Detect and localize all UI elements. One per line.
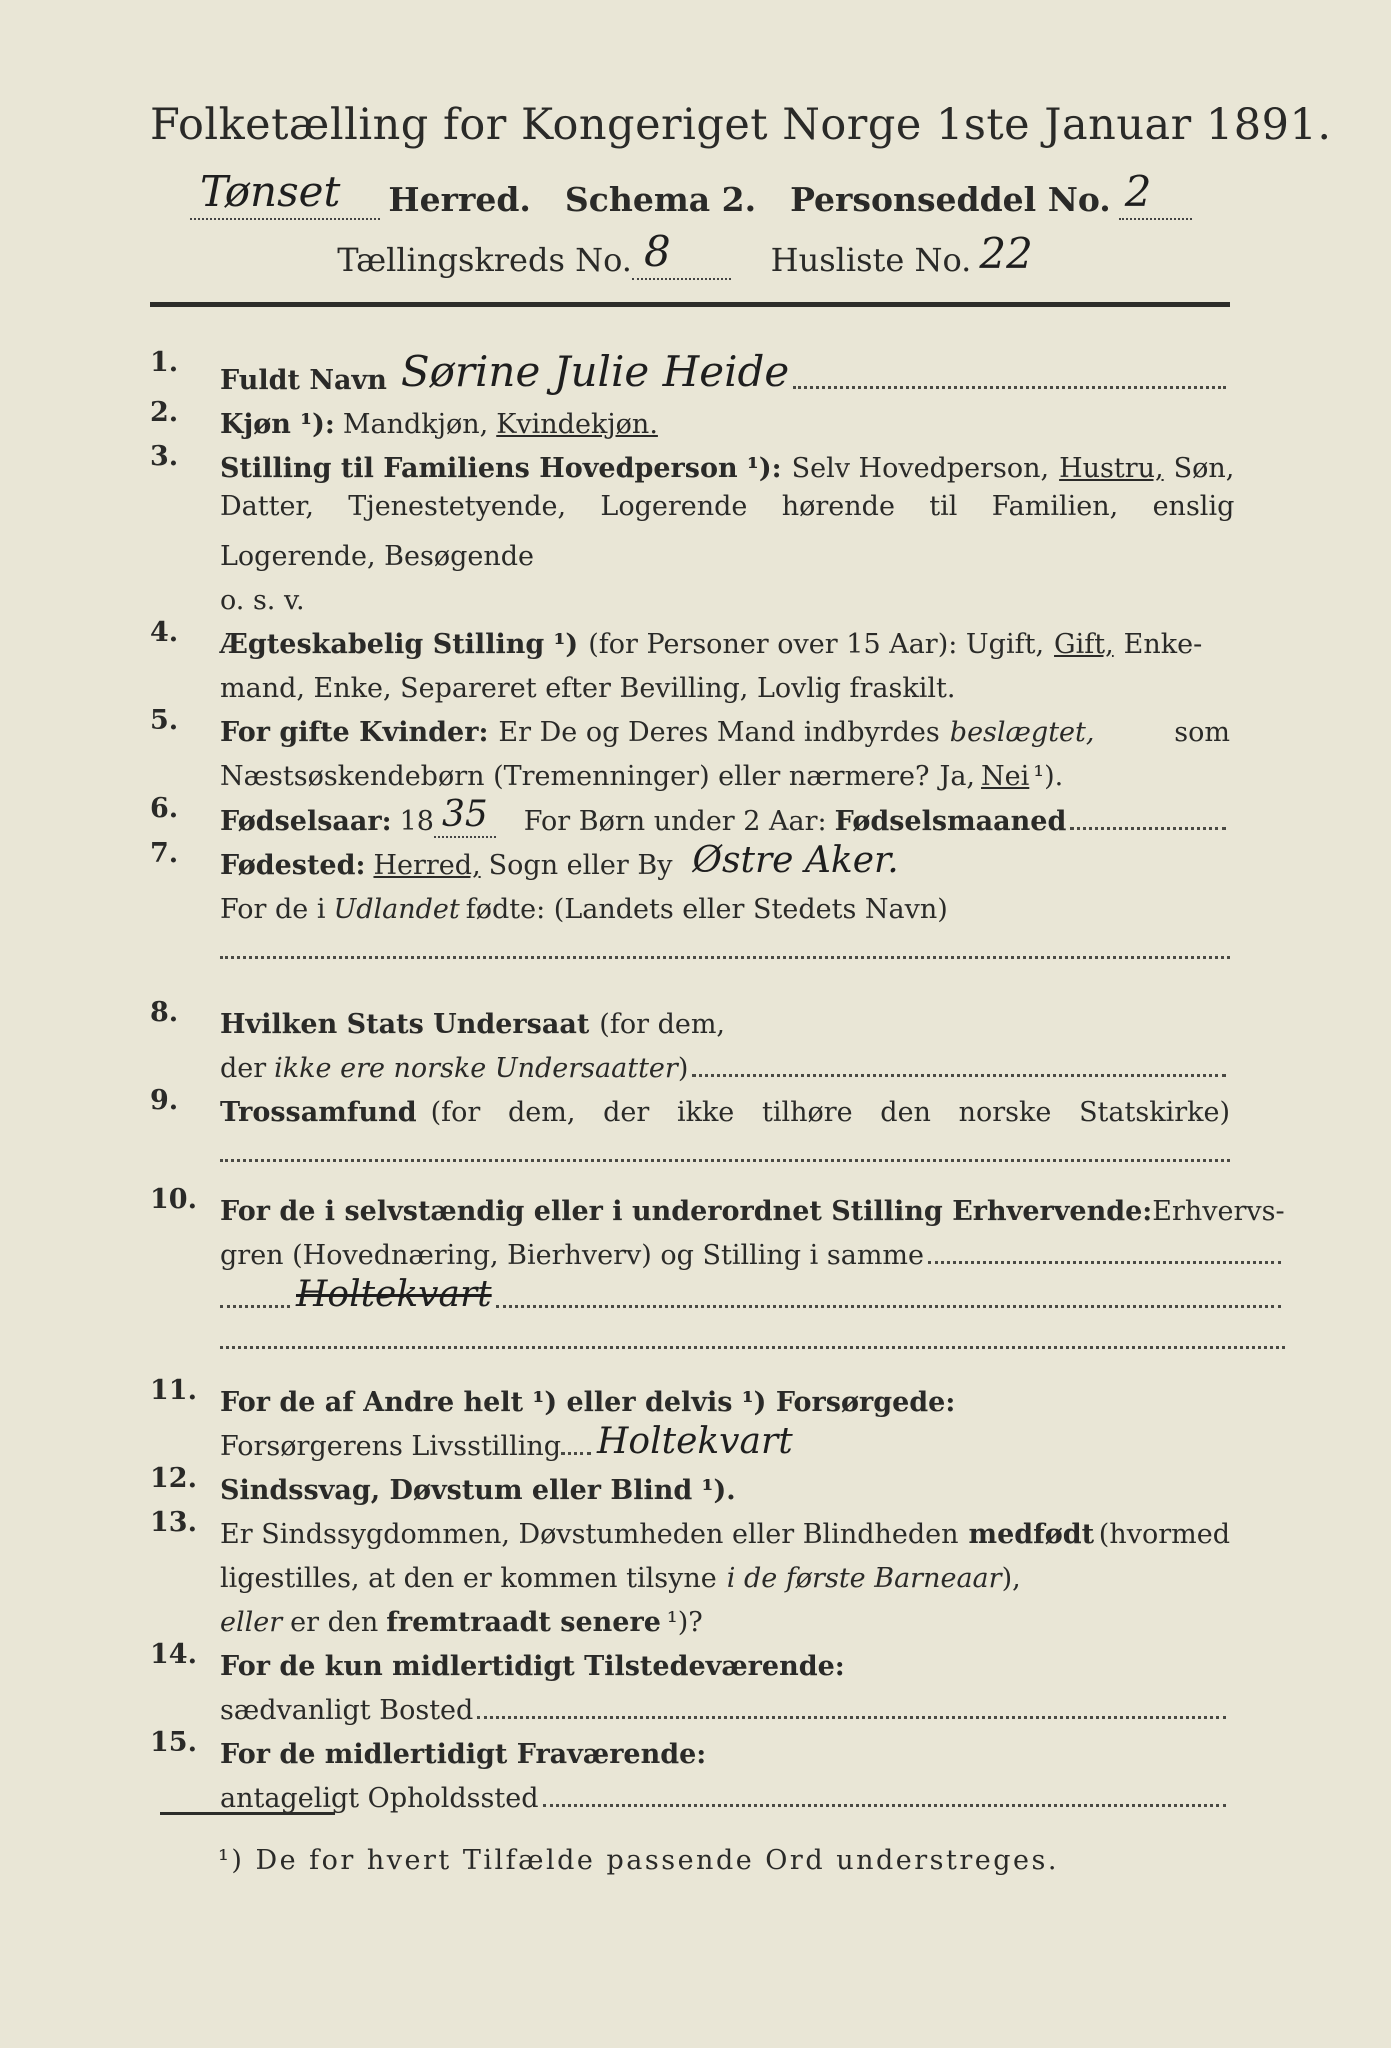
q8-line1: (for dem, (599, 1008, 726, 1040)
question-12 (150, 1463, 1230, 1507)
q6-answer: 35 (434, 793, 496, 838)
q2-number: 2. (150, 396, 179, 428)
question-13 (150, 1507, 1230, 1639)
q13-line2b: ), (1001, 1562, 1021, 1594)
q8-number: 8. (150, 997, 179, 1029)
q3-selected: Hustru, (1059, 452, 1164, 484)
question-5 (150, 705, 1230, 793)
q14-label: For de kun midlertidigt Tilstedeværende: (220, 1650, 845, 1682)
q3-line4: o. s. v. (220, 584, 305, 616)
header-line-2 (150, 220, 1230, 280)
q5-label: For gifte Kvinder: (220, 716, 489, 748)
question-2 (150, 397, 1230, 441)
husliste-label: Husliste No. (770, 241, 972, 280)
q4-number: 4. (150, 616, 179, 648)
header-line-1 (150, 164, 1230, 220)
q1-number: 1. (150, 346, 179, 378)
question-9 (150, 1085, 1230, 1162)
q7-selected: Herred, (373, 849, 481, 881)
q10-label: For de i selvstændig eller i underordnet Stilling Erhvervende: (220, 1195, 1153, 1227)
q10-line2: gren (Hovednæring, Bierhverv) og Stilling i samme (220, 1239, 925, 1271)
q15-line2: antageligt Opholdssted (220, 1782, 539, 1814)
q2-selected: Kvindekjøn. (496, 408, 658, 440)
q15-number: 15. (150, 1727, 197, 1759)
q13-line1a: Er Sindssygdommen, Døvstumheden eller Blindheden (220, 1518, 959, 1550)
q3-line1b: Søn, (1173, 452, 1235, 484)
q7-answer: Østre Aker. (692, 839, 899, 881)
q14-line2: sædvanligt Bosted (220, 1694, 474, 1726)
q8-line2a: der (220, 1052, 267, 1084)
question-10 (150, 1184, 1285, 1349)
q5-line2a: Næstsøskendebørn (Tremenninger) eller nærmere? (220, 760, 930, 792)
q3-number: 3. (150, 440, 179, 472)
q5-number: 5. (150, 704, 179, 736)
q4-selected: Gift, (1054, 628, 1114, 660)
q13-line3-bold: fremtraadt senere (386, 1606, 661, 1638)
q4-line1b: Enke- (1123, 628, 1203, 660)
q7-rest: Sogn eller By (488, 849, 673, 881)
q7-line2b: fødte: (Landets eller Stedets Navn) (465, 893, 948, 925)
q3-label: Stilling til Familiens Hovedperson ¹): (220, 452, 782, 484)
q13-line3-italic: eller (220, 1606, 283, 1638)
q2-label: Kjøn ¹): (220, 408, 335, 440)
q6-label: Fødselsaar: (220, 805, 392, 837)
question-7 (150, 838, 1230, 959)
q13-line1b: (hvormed (1098, 1518, 1230, 1550)
herred-label: Herred. (388, 180, 531, 219)
q13-line3b: ¹)? (666, 1606, 703, 1638)
q10-number: 10. (150, 1184, 197, 1216)
q7-label: Fødested: (220, 849, 366, 881)
schema-label: Schema 2. (564, 180, 757, 219)
tællingskreds-no: 8 (632, 227, 731, 279)
q10-line1b: Erhvervs- (1152, 1195, 1285, 1227)
q11-line2: Forsørgerens Livsstilling (220, 1430, 562, 1462)
q7-line2a: For de i (220, 893, 326, 925)
q5-line2b: Ja, (939, 760, 976, 792)
question-15 (150, 1727, 1230, 1815)
q5-line2c: ¹). (1033, 760, 1064, 792)
q4-line1a: (for Personer over 15 Aar): Ugift, (588, 628, 1045, 660)
q1-label: Fuldt Navn (220, 364, 387, 396)
question-6 (150, 793, 1230, 838)
q9-text: (for dem, der ikke tilhøre den norske Statskirke) (430, 1096, 1230, 1128)
question-11 (150, 1375, 1230, 1463)
q8-line2b: ) (677, 1052, 689, 1084)
q5-line1a: Er De og Deres Mand indbyrdes (498, 716, 940, 748)
q13-line2-italic: i de første Barneaar (726, 1562, 1002, 1594)
q4-label: Ægteskabelig Stilling ¹) (220, 628, 579, 660)
herred-name: Tønset (190, 167, 380, 219)
q13-number: 13. (150, 1507, 197, 1539)
q2-options: Mandkjøn, (342, 408, 489, 440)
q1-answer: Sørine Julie Heide (400, 346, 790, 396)
form-title: Folketælling for Kongeriget Norge 1ste Januar 1891. (150, 100, 1332, 150)
q6-month-label: Fødselsmaaned (834, 805, 1067, 837)
tællingskreds-label: Tællingskreds No. (337, 241, 632, 280)
footnote: ¹) De for hvert Tilfælde passende Ord understreges. (218, 1845, 1059, 1876)
question-8 (150, 997, 1230, 1085)
q5-selected: Nei (981, 760, 1030, 792)
q3-line3: Logerende, Besøgende (220, 540, 534, 572)
header-rule (150, 302, 1230, 307)
q11-number: 11. (150, 1375, 197, 1407)
husliste-no: 22 (979, 229, 1033, 279)
q9-number: 9. (150, 1085, 179, 1117)
question-4 (150, 617, 1230, 705)
q10-answer: Holtekvart (296, 1273, 492, 1315)
q8-label: Hvilken Stats Undersaat (220, 1008, 590, 1040)
q5-line1-italic: beslægtet, (949, 716, 1095, 748)
personseddel-label: Personseddel No. (790, 180, 1111, 219)
question-3 (150, 440, 1235, 617)
q9-label: Trossamfund (220, 1096, 417, 1128)
q12-label: Sindssvag, Døvstum eller Blind ¹). (220, 1474, 736, 1506)
footnote-rule (160, 1812, 335, 1815)
q15-label: For de midlertidigt Fraværende: (220, 1738, 707, 1770)
question-14 (150, 1639, 1230, 1727)
q5-line1b: som (1174, 716, 1230, 748)
q13-line3a: er den (290, 1606, 379, 1638)
q11-answer: Holtekvart (597, 1420, 793, 1462)
q7-number: 7. (150, 838, 179, 870)
q13-line1-bold: medfødt (968, 1518, 1095, 1550)
q13-line2a: ligestilles, at den er kommen tilsyne (220, 1562, 717, 1594)
q14-number: 14. (150, 1639, 197, 1671)
census-form (150, 100, 1332, 1815)
q11-label: For de af Andre helt ¹) eller delvis ¹) Forsørgede: (220, 1386, 956, 1418)
q6-prefix: 18 (399, 805, 434, 837)
q4-line2: mand, Enke, Separeret efter Bevilling, Lovlig fraskilt. (220, 672, 956, 704)
q6-child-label: For Børn under 2 Aar: (523, 805, 827, 837)
q6-number: 6. (150, 792, 179, 824)
q8-line2-italic: ikke ere norske Undersaatter (274, 1052, 678, 1084)
q3-line2: Datter, Tjenestetyende, Logerende hørende til Familien, enslig (220, 490, 1235, 522)
q12-number: 12. (150, 1463, 197, 1495)
q7-line2-italic: Udlandet (333, 893, 460, 925)
question-1 (150, 347, 1230, 397)
q3-line1a: Selv Hovedperson, (791, 452, 1050, 484)
personseddel-no: 2 (1119, 167, 1192, 219)
